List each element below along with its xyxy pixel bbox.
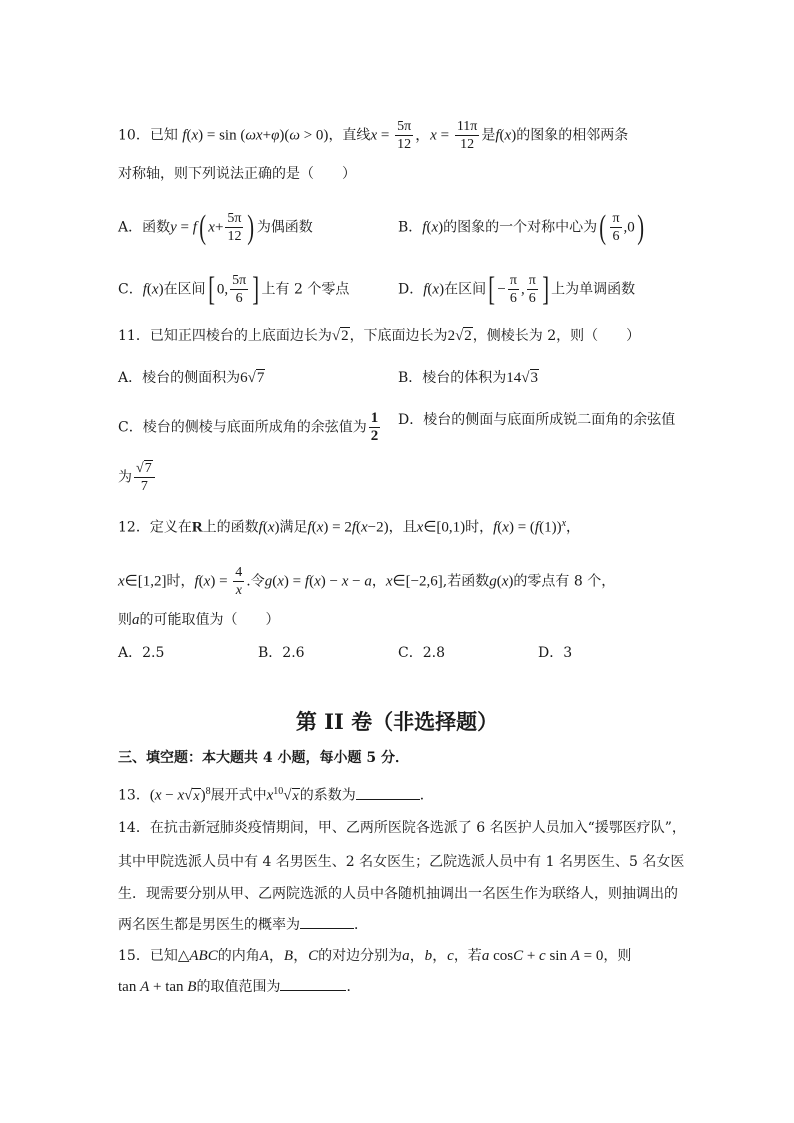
q10-option-a[interactable]: A．函数y = f( x+ $\frac{5\pi}{12}$ ) 为偶函数 xyxy=(118,208,313,246)
section-heading: 三、填空题：本大题共 4 小题，每小题 5 分． xyxy=(118,750,409,766)
q10-option-c[interactable]: C．f(x)在区间[ 0, $\frac{5\pi}{6}$ ] 上有 2 个零点 xyxy=(118,270,350,308)
q11-option-b[interactable]: B．棱台的体积为14√3 xyxy=(398,370,539,386)
answer-blank[interactable] xyxy=(356,785,420,800)
q14-line4: 两名医生都是男医生的概率为 ． xyxy=(118,914,368,935)
q10-number: 10． xyxy=(118,127,150,144)
q15-line1: 15．已知△ABC的内角A，B，C的对边分别为a，b，c，若a cosC + c sin A = 0，则 xyxy=(118,948,632,964)
q13: 13．$(x - x√x)^8$展开式中$x^{10}√x$的系数为 ． xyxy=(118,786,434,804)
q10-line1: 10．已知 f(x) = sin (ωx+φ)(ω > 0)，直线x = $\frac{5\pi}{12}$ ，x = $\frac{11\pi}{12}$ 是f(x)的图象的相邻两条 xyxy=(118,119,629,152)
q11-stem: 11．已知正四棱台的上底面边长为√2，下底面边长为2√2，侧棱长为 2，则（ ） xyxy=(118,328,641,344)
fraction: $\frac{5\pi}{12}$ xyxy=(397,119,412,152)
q12-option-a[interactable]: A．2.5 xyxy=(118,645,165,661)
answer-blank[interactable] xyxy=(280,976,346,991)
answer-blank[interactable] xyxy=(300,914,354,929)
q12-option-b[interactable]: B．2.6 xyxy=(258,645,305,661)
q10-line2: 对称轴，则下列说法正确的是（ ） xyxy=(118,166,356,182)
q14-line3: 生．现需要分别从甲、乙两院选派的人员中各随机抽调出一名医生作为联络人，则抽调出的 xyxy=(118,886,678,902)
q12-line1: 12．定义在R上的函数f(x)满足f(x) = 2f(x−2)，且x∈[0,1)时，$f(x) = (f(1))^x$， xyxy=(118,518,581,536)
q10-option-d[interactable]: D．f(x)在区间[ − $\frac{\pi}{6}$ , $\frac{\pi}{6}$ ] 上为单调函数 xyxy=(398,270,636,308)
q10-option-b[interactable]: B．f(x)的图象的一个对称中心为( $\frac{\pi}{6}$ ,0) xyxy=(398,208,644,246)
fraction: $\frac{11\pi}{12}$ xyxy=(456,119,478,152)
q11-option-d[interactable]: D．棱台的侧面与底面所成锐二面角的余弦值 xyxy=(398,412,676,428)
q14-line1: 14．在抗击新冠肺炎疫情期间，甲、乙两所医院各选派了 6 名医护人员加入“援鄂医疗队”， xyxy=(118,820,686,836)
q11-option-c[interactable]: C．棱台的侧棱与底面所成角的余弦值为 $\frac{1}{2}$ xyxy=(118,410,379,444)
q15-line2: tan A + tan B的取值范围为 ． xyxy=(118,976,360,997)
q12-line2: x∈[1,2]时，f(x) = $\frac{4}{x}$ .令g(x) = f(x) − x − a，x∈[−2,6],若函数g(x)的零点有 8 个， xyxy=(118,565,616,598)
q14-line2: 其中甲院选派人员中有 4 名男医生、2 名女医生；乙院选派人员中有 1 名男医生、5 名女医 xyxy=(118,854,685,870)
q12-option-c[interactable]: C．2.8 xyxy=(398,645,445,661)
q12-option-d[interactable]: D．3 xyxy=(538,645,573,661)
section-title: 第 II 卷（非选择题） xyxy=(295,709,499,734)
q11-option-a[interactable]: A．棱台的侧面积为6√7 xyxy=(118,370,265,386)
q11-option-d-cont: 为 $\frac{√7}{7}$ xyxy=(118,460,157,495)
q12-line3: 则a的可能取值为（ ） xyxy=(118,612,280,628)
